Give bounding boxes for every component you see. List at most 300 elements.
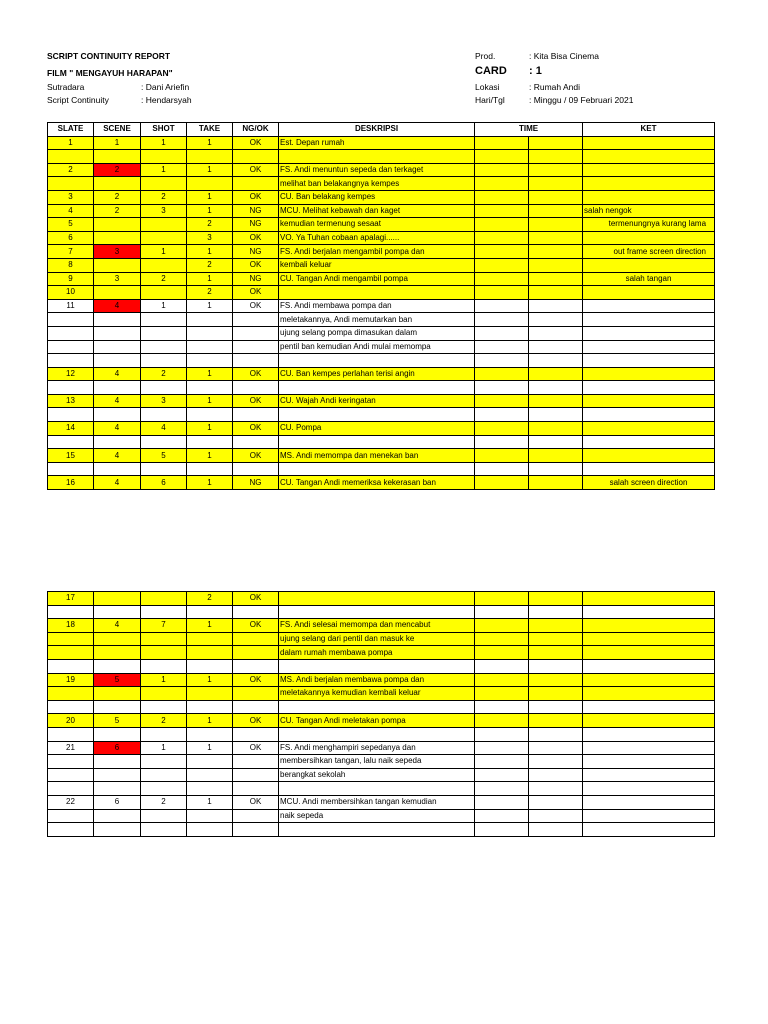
cell-shot <box>141 326 187 340</box>
cell-ket <box>583 190 715 204</box>
cell-shot: 2 <box>141 190 187 204</box>
table-row <box>48 299 715 313</box>
cell-deskripsi: ujung selang pompa dimasukan dalam <box>279 326 475 340</box>
cell-shot: 1 <box>141 673 187 687</box>
cell-scene <box>94 258 141 272</box>
cell-take: 1 <box>187 795 233 809</box>
cell-shot <box>141 755 187 769</box>
cell-deskripsi: MS. Andi memompa dan menekan ban <box>279 449 475 463</box>
cell-time-a <box>475 340 529 354</box>
cell-slate <box>48 177 94 191</box>
table-row <box>48 422 715 436</box>
cell-ket: salah screen direction <box>583 476 715 490</box>
col-slate: SLATE <box>48 123 94 137</box>
table-row <box>48 218 715 232</box>
cell-time-b <box>529 714 583 728</box>
cell-time-a <box>475 422 529 436</box>
continuity-table-2 <box>47 591 715 837</box>
cell-take: 1 <box>187 204 233 218</box>
table-row <box>48 727 715 741</box>
col-shot: SHOT <box>141 123 187 137</box>
cell-time-a <box>475 659 529 673</box>
cell-take <box>187 462 233 476</box>
cell-shot <box>141 150 187 164</box>
cell-ket: out frame screen direction <box>583 245 715 259</box>
table-row <box>48 136 715 150</box>
cell-shot <box>141 435 187 449</box>
cell-take: 2 <box>187 258 233 272</box>
table-row <box>48 782 715 796</box>
table-row <box>48 687 715 701</box>
cell-ngok <box>233 823 279 837</box>
cell-scene <box>94 354 141 368</box>
cell-ket <box>583 367 715 381</box>
cell-ngok: OK <box>233 394 279 408</box>
cell-shot: 1 <box>141 136 187 150</box>
cell-scene: 4 <box>94 367 141 381</box>
cell-time-b <box>529 422 583 436</box>
cell-ngok <box>233 727 279 741</box>
cell-slate <box>48 782 94 796</box>
cell-time-b <box>529 326 583 340</box>
cell-shot <box>141 231 187 245</box>
cell-time-b <box>529 367 583 381</box>
cell-time-a <box>475 367 529 381</box>
col-time: TIME <box>475 123 583 137</box>
cell-deskripsi: MCU. Andi membersihkan tangan kemudian <box>279 795 475 809</box>
cell-scene <box>94 340 141 354</box>
cell-shot <box>141 768 187 782</box>
cell-deskripsi: meletakannya kemudian kembali keluar <box>279 687 475 701</box>
cell-time-a <box>475 204 529 218</box>
cell-ngok: OK <box>233 619 279 633</box>
cell-ket <box>583 286 715 300</box>
cell-time-b <box>529 381 583 395</box>
continuity-value: : Hendarsyah <box>141 95 192 105</box>
table-row <box>48 190 715 204</box>
cell-ngok <box>233 659 279 673</box>
table-row <box>48 177 715 191</box>
cell-time-b <box>529 340 583 354</box>
cell-time-b <box>529 687 583 701</box>
cell-shot <box>141 286 187 300</box>
cell-slate: 6 <box>48 231 94 245</box>
cell-time-b <box>529 394 583 408</box>
table-row <box>48 394 715 408</box>
cell-slate: 14 <box>48 422 94 436</box>
cell-shot <box>141 354 187 368</box>
table-row <box>48 408 715 422</box>
cell-time-b <box>529 809 583 823</box>
cell-deskripsi: Est. Depan rumah <box>279 136 475 150</box>
cell-shot <box>141 462 187 476</box>
cell-take <box>187 340 233 354</box>
cell-shot <box>141 782 187 796</box>
table-row <box>48 204 715 218</box>
cell-slate: 22 <box>48 795 94 809</box>
report-title: SCRIPT CONTINUITY REPORT <box>47 51 171 61</box>
cell-ket <box>583 795 715 809</box>
cell-slate: 5 <box>48 218 94 232</box>
cell-shot <box>141 646 187 660</box>
cell-shot: 1 <box>141 299 187 313</box>
col-take: TAKE <box>187 123 233 137</box>
cell-deskripsi: kemudian termenung sesaat <box>279 218 475 232</box>
cell-take <box>187 768 233 782</box>
col-scene: SCENE <box>94 123 141 137</box>
cell-scene <box>94 782 141 796</box>
col-deskripsi: DESKRIPSI <box>279 123 475 137</box>
cell-take: 1 <box>187 741 233 755</box>
table-row <box>48 700 715 714</box>
cell-ket <box>583 449 715 463</box>
cell-take <box>187 381 233 395</box>
cell-slate <box>48 150 94 164</box>
cell-time-a <box>475 632 529 646</box>
cell-ket <box>583 605 715 619</box>
cell-deskripsi <box>279 782 475 796</box>
cell-scene: 5 <box>94 714 141 728</box>
table-row <box>48 823 715 837</box>
cell-deskripsi <box>279 150 475 164</box>
cell-take <box>187 605 233 619</box>
cell-ket <box>583 755 715 769</box>
cell-time-b <box>529 245 583 259</box>
cell-slate: 17 <box>48 592 94 606</box>
cell-slate <box>48 435 94 449</box>
cell-time-a <box>475 795 529 809</box>
prod-label: Prod. <box>475 51 496 61</box>
cell-time-b <box>529 408 583 422</box>
cell-take: 2 <box>187 592 233 606</box>
cell-time-a <box>475 313 529 327</box>
date-label: Hari/Tgl <box>475 95 505 105</box>
cell-scene: 3 <box>94 245 141 259</box>
cell-deskripsi: dalam rumah membawa pompa <box>279 646 475 660</box>
cell-scene: 4 <box>94 449 141 463</box>
cell-shot <box>141 408 187 422</box>
cell-take <box>187 659 233 673</box>
cell-slate: 19 <box>48 673 94 687</box>
cell-slate: 15 <box>48 449 94 463</box>
cell-scene <box>94 687 141 701</box>
cell-time-b <box>529 150 583 164</box>
table-row <box>48 755 715 769</box>
cell-scene: 2 <box>94 163 141 177</box>
cell-time-b <box>529 231 583 245</box>
cell-deskripsi: ujung selang dari pentil dan masuk ke <box>279 632 475 646</box>
cell-time-a <box>475 435 529 449</box>
cell-deskripsi: FS. Andi menghampiri sepedanya dan <box>279 741 475 755</box>
cell-shot <box>141 727 187 741</box>
cell-time-a <box>475 714 529 728</box>
table-row <box>48 605 715 619</box>
date-value: : Minggu / 09 Februari 2021 <box>529 95 634 105</box>
table-row <box>48 673 715 687</box>
cell-time-a <box>475 727 529 741</box>
cell-slate: 3 <box>48 190 94 204</box>
cell-ket <box>583 619 715 633</box>
cell-shot <box>141 177 187 191</box>
cell-ngok: NG <box>233 272 279 286</box>
cell-ngok: OK <box>233 673 279 687</box>
cell-deskripsi: melihat ban belakangnya kempes <box>279 177 475 191</box>
cell-ket <box>583 354 715 368</box>
cell-ket <box>583 714 715 728</box>
cell-scene: 2 <box>94 204 141 218</box>
cell-deskripsi <box>279 823 475 837</box>
cell-time-a <box>475 272 529 286</box>
cell-scene <box>94 632 141 646</box>
cell-scene <box>94 809 141 823</box>
cell-take <box>187 632 233 646</box>
table-row <box>48 340 715 354</box>
cell-ket <box>583 326 715 340</box>
cell-time-a <box>475 700 529 714</box>
cell-ngok: OK <box>233 367 279 381</box>
cell-ngok <box>233 782 279 796</box>
cell-shot <box>141 809 187 823</box>
cell-slate <box>48 755 94 769</box>
cell-ngok <box>233 809 279 823</box>
table-row <box>48 646 715 660</box>
cell-slate: 18 <box>48 619 94 633</box>
cell-time-a <box>475 741 529 755</box>
cell-scene <box>94 605 141 619</box>
cell-scene: 2 <box>94 190 141 204</box>
cell-time-b <box>529 136 583 150</box>
cell-time-a <box>475 619 529 633</box>
cell-take: 1 <box>187 163 233 177</box>
cell-ngok: OK <box>233 795 279 809</box>
cell-scene: 4 <box>94 619 141 633</box>
table-row <box>48 795 715 809</box>
cell-time-b <box>529 313 583 327</box>
cell-time-b <box>529 646 583 660</box>
cell-time-a <box>475 408 529 422</box>
cell-ket <box>583 381 715 395</box>
col-ket: KET <box>583 123 715 137</box>
cell-ket <box>583 592 715 606</box>
table-row <box>48 354 715 368</box>
cell-ngok <box>233 150 279 164</box>
cell-slate <box>48 809 94 823</box>
cell-scene <box>94 727 141 741</box>
cell-slate <box>48 313 94 327</box>
cell-ket <box>583 136 715 150</box>
table-row <box>48 476 715 490</box>
cell-time-a <box>475 646 529 660</box>
cell-slate: 9 <box>48 272 94 286</box>
cell-time-b <box>529 605 583 619</box>
cell-time-a <box>475 768 529 782</box>
cell-scene <box>94 659 141 673</box>
table-row <box>48 163 715 177</box>
prod-value: : Kita Bisa Cinema <box>529 51 599 61</box>
cell-slate: 1 <box>48 136 94 150</box>
cell-take <box>187 700 233 714</box>
cell-deskripsi: MS. Andi berjalan membawa pompa dan <box>279 673 475 687</box>
cell-ngok <box>233 605 279 619</box>
cell-deskripsi <box>279 286 475 300</box>
director-label: Sutradara <box>47 82 85 92</box>
table-row <box>48 272 715 286</box>
cell-scene <box>94 768 141 782</box>
cell-shot: 6 <box>141 476 187 490</box>
cell-deskripsi: MCU. Melihat kebawah dan kaget <box>279 204 475 218</box>
cell-ket <box>583 408 715 422</box>
cell-time-a <box>475 326 529 340</box>
cell-time-a <box>475 449 529 463</box>
cell-time-b <box>529 673 583 687</box>
cell-ket <box>583 727 715 741</box>
cell-scene <box>94 231 141 245</box>
cell-ngok: OK <box>233 714 279 728</box>
cell-deskripsi: VO. Ya Tuhan cobaan apalagi...... <box>279 231 475 245</box>
cell-ket: termenungnya kurang lama <box>583 218 715 232</box>
cell-time-a <box>475 136 529 150</box>
table-row <box>48 768 715 782</box>
cell-shot: 2 <box>141 367 187 381</box>
cell-take <box>187 326 233 340</box>
cell-slate <box>48 632 94 646</box>
card-value: : 1 <box>529 65 542 77</box>
cell-ngok: NG <box>233 218 279 232</box>
cell-slate: 16 <box>48 476 94 490</box>
cell-ket <box>583 646 715 660</box>
table-row <box>48 381 715 395</box>
cell-ngok: OK <box>233 286 279 300</box>
cell-ngok <box>233 687 279 701</box>
film-title: FILM " MENGAYUH HARAPAN" <box>47 68 173 78</box>
cell-ket <box>583 809 715 823</box>
cell-time-a <box>475 299 529 313</box>
cell-take: 1 <box>187 245 233 259</box>
cell-ket <box>583 231 715 245</box>
table-row <box>48 286 715 300</box>
cell-time-b <box>529 823 583 837</box>
cell-time-b <box>529 700 583 714</box>
cell-ket <box>583 823 715 837</box>
table-header-row <box>48 123 715 137</box>
cell-shot <box>141 700 187 714</box>
cell-take <box>187 177 233 191</box>
cell-slate <box>48 605 94 619</box>
cell-scene <box>94 313 141 327</box>
cell-ket <box>583 741 715 755</box>
cell-time-a <box>475 163 529 177</box>
cell-scene <box>94 700 141 714</box>
cell-deskripsi: berangkat sekolah <box>279 768 475 782</box>
cell-take: 1 <box>187 619 233 633</box>
cell-ngok <box>233 700 279 714</box>
cell-slate <box>48 823 94 837</box>
cell-time-a <box>475 755 529 769</box>
cell-take: 1 <box>187 272 233 286</box>
cell-time-b <box>529 462 583 476</box>
cell-take <box>187 823 233 837</box>
cell-deskripsi: FS. Andi membawa pompa dan <box>279 299 475 313</box>
cell-scene <box>94 435 141 449</box>
table-row <box>48 150 715 164</box>
cell-time-a <box>475 476 529 490</box>
cell-ket <box>583 340 715 354</box>
cell-shot: 2 <box>141 714 187 728</box>
cell-shot <box>141 340 187 354</box>
cell-take <box>187 646 233 660</box>
location-value: : Rumah Andi <box>529 82 581 92</box>
cell-take: 2 <box>187 286 233 300</box>
cell-take: 1 <box>187 714 233 728</box>
cell-time-b <box>529 286 583 300</box>
table-row <box>48 435 715 449</box>
cell-deskripsi: CU. Ban belakang kempes <box>279 190 475 204</box>
cell-time-b <box>529 218 583 232</box>
cell-scene: 4 <box>94 394 141 408</box>
cell-deskripsi <box>279 354 475 368</box>
cell-take: 2 <box>187 218 233 232</box>
cell-slate: 7 <box>48 245 94 259</box>
cell-shot: 2 <box>141 272 187 286</box>
cell-time-a <box>475 394 529 408</box>
director-value: : Dani Ariefin <box>141 82 190 92</box>
cell-ket <box>583 150 715 164</box>
cell-time-a <box>475 462 529 476</box>
table-row <box>48 231 715 245</box>
cell-shot: 3 <box>141 204 187 218</box>
cell-ngok <box>233 326 279 340</box>
cell-ngok: NG <box>233 476 279 490</box>
cell-slate <box>48 687 94 701</box>
cell-scene <box>94 150 141 164</box>
cell-shot: 3 <box>141 394 187 408</box>
cell-ket <box>583 673 715 687</box>
cell-shot <box>141 823 187 837</box>
cell-time-a <box>475 782 529 796</box>
cell-scene <box>94 408 141 422</box>
cell-ket <box>583 313 715 327</box>
cell-ket <box>583 258 715 272</box>
cell-time-b <box>529 435 583 449</box>
cell-time-b <box>529 163 583 177</box>
cell-scene <box>94 755 141 769</box>
location-label: Lokasi <box>475 82 500 92</box>
cell-deskripsi: FS. Andi menuntun sepeda dan terkaget <box>279 163 475 177</box>
cell-slate: 12 <box>48 367 94 381</box>
cell-time-a <box>475 809 529 823</box>
cell-ngok: OK <box>233 163 279 177</box>
cell-ngok <box>233 313 279 327</box>
cell-ket <box>583 435 715 449</box>
cell-ket <box>583 687 715 701</box>
cell-shot: 2 <box>141 795 187 809</box>
cell-slate <box>48 340 94 354</box>
cell-slate: 2 <box>48 163 94 177</box>
cell-time-b <box>529 190 583 204</box>
cell-ngok <box>233 755 279 769</box>
cell-time-a <box>475 177 529 191</box>
table-row <box>48 809 715 823</box>
cell-scene <box>94 326 141 340</box>
table-row <box>48 313 715 327</box>
cell-deskripsi <box>279 435 475 449</box>
cell-deskripsi: membersihkan tangan, lalu naik sepeda <box>279 755 475 769</box>
cell-take: 1 <box>187 394 233 408</box>
cell-ngok <box>233 646 279 660</box>
cell-scene <box>94 592 141 606</box>
cell-shot <box>141 258 187 272</box>
cell-deskripsi <box>279 700 475 714</box>
